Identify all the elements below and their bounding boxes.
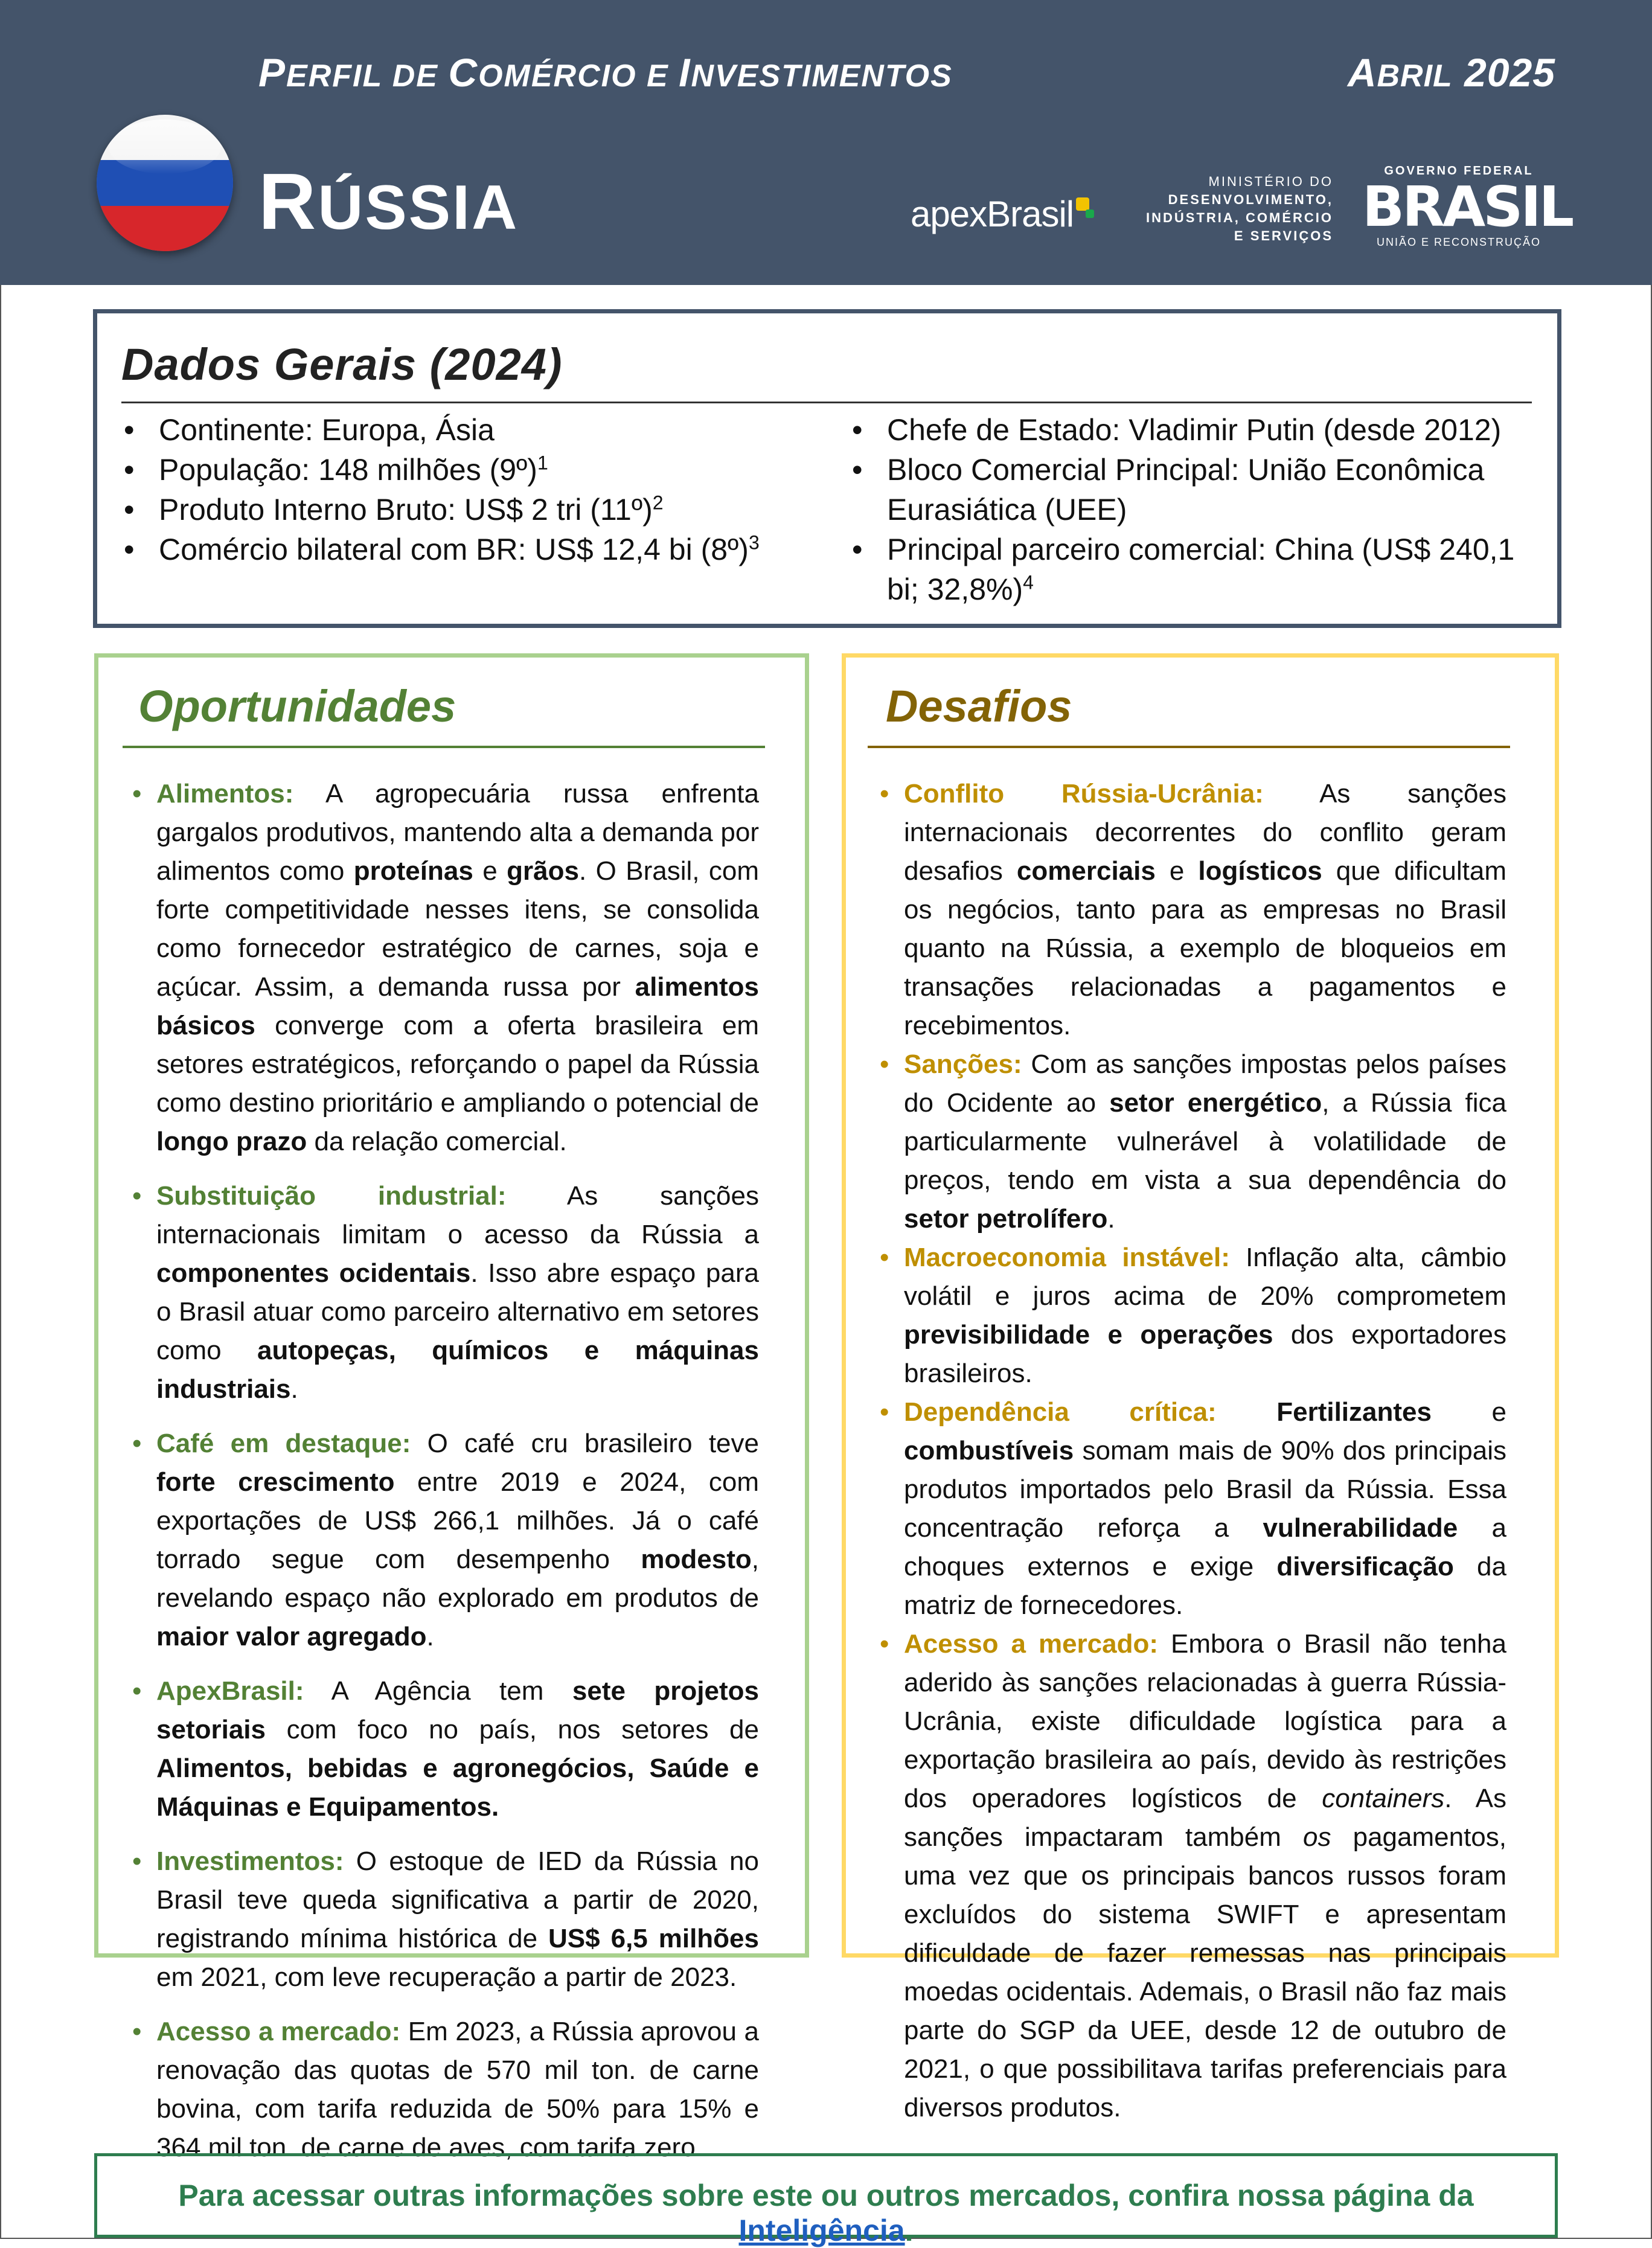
desafios-panel (842, 653, 1559, 2122)
dados-right-list (850, 410, 1532, 609)
list-item (888, 1393, 1506, 1625)
item-lead: Acesso a mercado: (904, 1629, 1159, 1659)
item-lead: Conflito Rússia-Ucrânia: (904, 779, 1264, 809)
oportunidades-title: Oportunidades (138, 681, 456, 731)
item-text: As sanções internacionais limitam o acesso da Rússia a (156, 1181, 759, 1249)
item-lead: Café em destaque: (156, 1429, 411, 1458)
dados-item: • Chefe de Estado: Vladimir Putin (desde 2012) (850, 410, 1532, 450)
item-text: e (473, 856, 507, 886)
item-text: . O Brasil, com forte competitividade nesses itens, se consolida como fornecedor estratégico de carnes, soja e açúcar. Assim, a demanda russa por (156, 856, 760, 1002)
list-item (141, 1177, 759, 1409)
dados-item: • Comércio bilateral com BR: US$ 12,4 bi (8º)$^3$ (121, 530, 816, 569)
item-text: . (426, 1622, 434, 1651)
item-text: modesto (641, 1545, 752, 1574)
item-text: . (1107, 1204, 1115, 1234)
dados-item: • Principal parceiro comercial: China (US$ 240,1 bi; 32,8%)$^4$ (850, 530, 1532, 609)
list-item (141, 1424, 759, 1656)
list-item (888, 1625, 1506, 2127)
item-text: , a Rússia fica particularmente vulnerável à volatilidade de preços, tendo em vista a sua dependência do (904, 1088, 1506, 1195)
list-item (141, 1672, 759, 1827)
item-text: Fertilizantes (1276, 1397, 1432, 1427)
dados-gerais-title: Dados Gerais (2024) (121, 339, 563, 389)
document-date: ABRIL 2025 (1347, 50, 1555, 95)
dados-item: • Produto Interno Bruto: US$ 2 tri (11º)$^2$ (121, 490, 816, 530)
item-text: O café cru brasileiro teve (411, 1429, 759, 1458)
item-text: comerciais (1016, 856, 1156, 886)
item-text: entre 2019 e 2024, com exportações de US$ 266,1 milhões. Já o café torrado segue com desempenho (156, 1467, 759, 1574)
item-text: Inflação alta, câmbio volátil e juros acima de 20% comprometem (904, 1243, 1506, 1311)
header-banner (0, 0, 1652, 285)
governo-federal-logo: GOVERNO FEDERAL BRASIL UNIÃO E RECONSTRUÇÃO (1362, 164, 1572, 248)
item-text: forte crescimento (156, 1467, 395, 1497)
item-text: A Agência tem (304, 1676, 572, 1706)
item-text: converge com a oferta brasileira em setores estratégicos, reforçando o papel da Rússia como destino prioritário e ampliando o potencial de (156, 1011, 759, 1118)
oportunidades-divider (123, 746, 765, 748)
item-lead: Alimentos: (156, 779, 294, 809)
item-lead: Investimentos: (156, 1846, 344, 1876)
item-text: e (1155, 856, 1199, 886)
document-title: PERFIL DE COMÉRCIO E INVESTIMENTOS (258, 50, 953, 95)
list-item (888, 1045, 1506, 1238)
item-text: autopeças, químicos e máquinas industriais (156, 1336, 759, 1404)
item-lead: Sanções: (904, 1049, 1022, 1079)
item-text: a choques externos e exige (904, 1513, 1506, 1581)
dados-gerais-divider (121, 402, 1532, 403)
desafios-title: Desafios (886, 681, 1072, 731)
item-text: Embora o Brasil não tenha aderido às sanções relacionadas à guerra Rússia-Ucrânia, existe dificuldade logística para a exportação brasileira ao país, devido às restrições dos operadores logísticos de (904, 1629, 1506, 1813)
dados-item: • População: 148 milhões (9º)$^1$ (121, 450, 816, 490)
dados-gerais-box (93, 309, 1561, 628)
item-lead: Substituição industrial: (156, 1181, 507, 1211)
dados-left-list (121, 410, 816, 569)
oportunidades-panel (94, 653, 809, 2162)
item-text: os (1303, 1822, 1331, 1852)
desafios-divider (868, 746, 1510, 748)
item-text: e (1431, 1397, 1506, 1427)
item-text: A agropecuária russa enfrenta gargalos produtivos, mantendo alta a demanda por alimentos como (156, 779, 759, 886)
item-text: . (290, 1374, 298, 1404)
item-lead: Macroeconomia instável: (904, 1243, 1230, 1272)
country-name: RÚSSIA (258, 157, 519, 246)
item-text: US$ 6,5 milhões (548, 1924, 759, 1953)
item-text: , revelando espaço não explorado em produtos de (156, 1545, 759, 1613)
desafios-list (888, 775, 1506, 2127)
item-text: . As sanções impactaram também (904, 1784, 1506, 1852)
item-text: grãos (507, 856, 579, 886)
list-item (888, 1238, 1506, 1393)
item-text: da matriz de fornecedores. (904, 1552, 1507, 1620)
item-text: maior valor agregado (156, 1622, 427, 1651)
item-text: logísticos (1198, 856, 1322, 886)
item-text: setor petrolífero (904, 1204, 1108, 1234)
list-item (141, 775, 759, 1161)
item-text: O estoque de IED da Rússia no Brasil teve queda significativa a partir de 2020, registrando mínima histórica de (156, 1846, 759, 1953)
item-text: que dificultam os negócios, tanto para as empresas no Brasil quanto na Rússia, a exemplo de bloqueios em transações relacionadas a pagamentos e recebimentos. (904, 856, 1507, 1040)
item-lead: Acesso a mercado: (156, 2017, 401, 2046)
apexbrasil-logo: apexBrasil (911, 193, 1094, 235)
footer-text: Para acessar outras informações sobre este ou outros mercados, confira nossa página da Inteligência. (178, 2179, 1474, 2247)
item-text (1217, 1397, 1277, 1427)
item-text: . Isso abre espaço para o Brasil atuar como parceiro alternativo em setores como (156, 1258, 759, 1365)
item-lead: ApexBrasil: (156, 1676, 304, 1706)
item-text: longo prazo (156, 1127, 307, 1156)
item-text: diversificação (1276, 1552, 1454, 1581)
item-text: dos exportadores brasileiros. (904, 1320, 1507, 1388)
item-text: proteínas (353, 856, 473, 886)
item-text: em 2021, com leve recuperação a partir de 2023. (156, 1962, 737, 1992)
oportunidades-list (141, 775, 759, 2183)
item-lead: Dependência crítica: (904, 1397, 1217, 1427)
item-text: As sanções internacionais decorrentes do conflito geram desafios (904, 779, 1506, 886)
item-text: combustíveis (904, 1436, 1074, 1465)
footer-box (94, 2153, 1558, 2247)
item-text: Alimentos, bebidas e agronegócios, Saúde e Máquinas e Equipamentos. (156, 1753, 759, 1822)
item-text: com foco no país, nos setores de (265, 1715, 759, 1744)
item-text: sete projetos setoriais (156, 1676, 759, 1744)
item-text: da relação comercial. (307, 1127, 567, 1156)
list-item (141, 2013, 759, 2167)
item-text: Em 2023, a Rússia aprovou a renovação das quotas de 570 mil ton. de carne bovina, com tarifa reduzida de 50% para 15% e 364 mil ton. de carne de aves, com tarifa zero. (156, 2017, 759, 2162)
item-text: Com as sanções impostas pelos países do Ocidente ao (904, 1049, 1506, 1118)
item-text: vulnerabilidade (1263, 1513, 1458, 1543)
dados-item: • Continente: Europa, Ásia (121, 410, 816, 450)
russia-flag-icon (97, 115, 233, 251)
item-text: containers (1322, 1784, 1445, 1813)
dados-item: • Bloco Comercial Principal: União Econômica Eurasiática (UEE) (850, 450, 1532, 530)
item-text: alimentos básicos (156, 972, 759, 1040)
list-item (141, 1842, 759, 1997)
item-text: componentes ocidentais (156, 1258, 471, 1288)
item-text: previsibilidade e operações (904, 1320, 1273, 1350)
item-text: somam mais de 90% dos principais produtos importados pelo Brasil da Rússia. Essa concentração reforça a (904, 1436, 1506, 1543)
item-text: setor energético (1109, 1088, 1322, 1118)
list-item (888, 775, 1506, 1045)
item-text: pagamentos, uma vez que os principais bancos russos foram excluídos do sistema SWIFT e apresentam dificuldade de fazer remessas nas principais moedas ocidentais. Ademais, o Brasil não faz mais parte do SGP da UEE, desde 12 de outubro de 2021, o que possibilitava tarifas preferenciais para diversos produtos. (904, 1822, 1506, 2122)
ministry-logo: MINISTÉRIO DO DESENVOLVIMENTO, INDÚSTRIA, COMÉRCIO E SERVIÇOS (1146, 174, 1333, 243)
inteligencia-link[interactable]: Inteligência (738, 2214, 905, 2247)
